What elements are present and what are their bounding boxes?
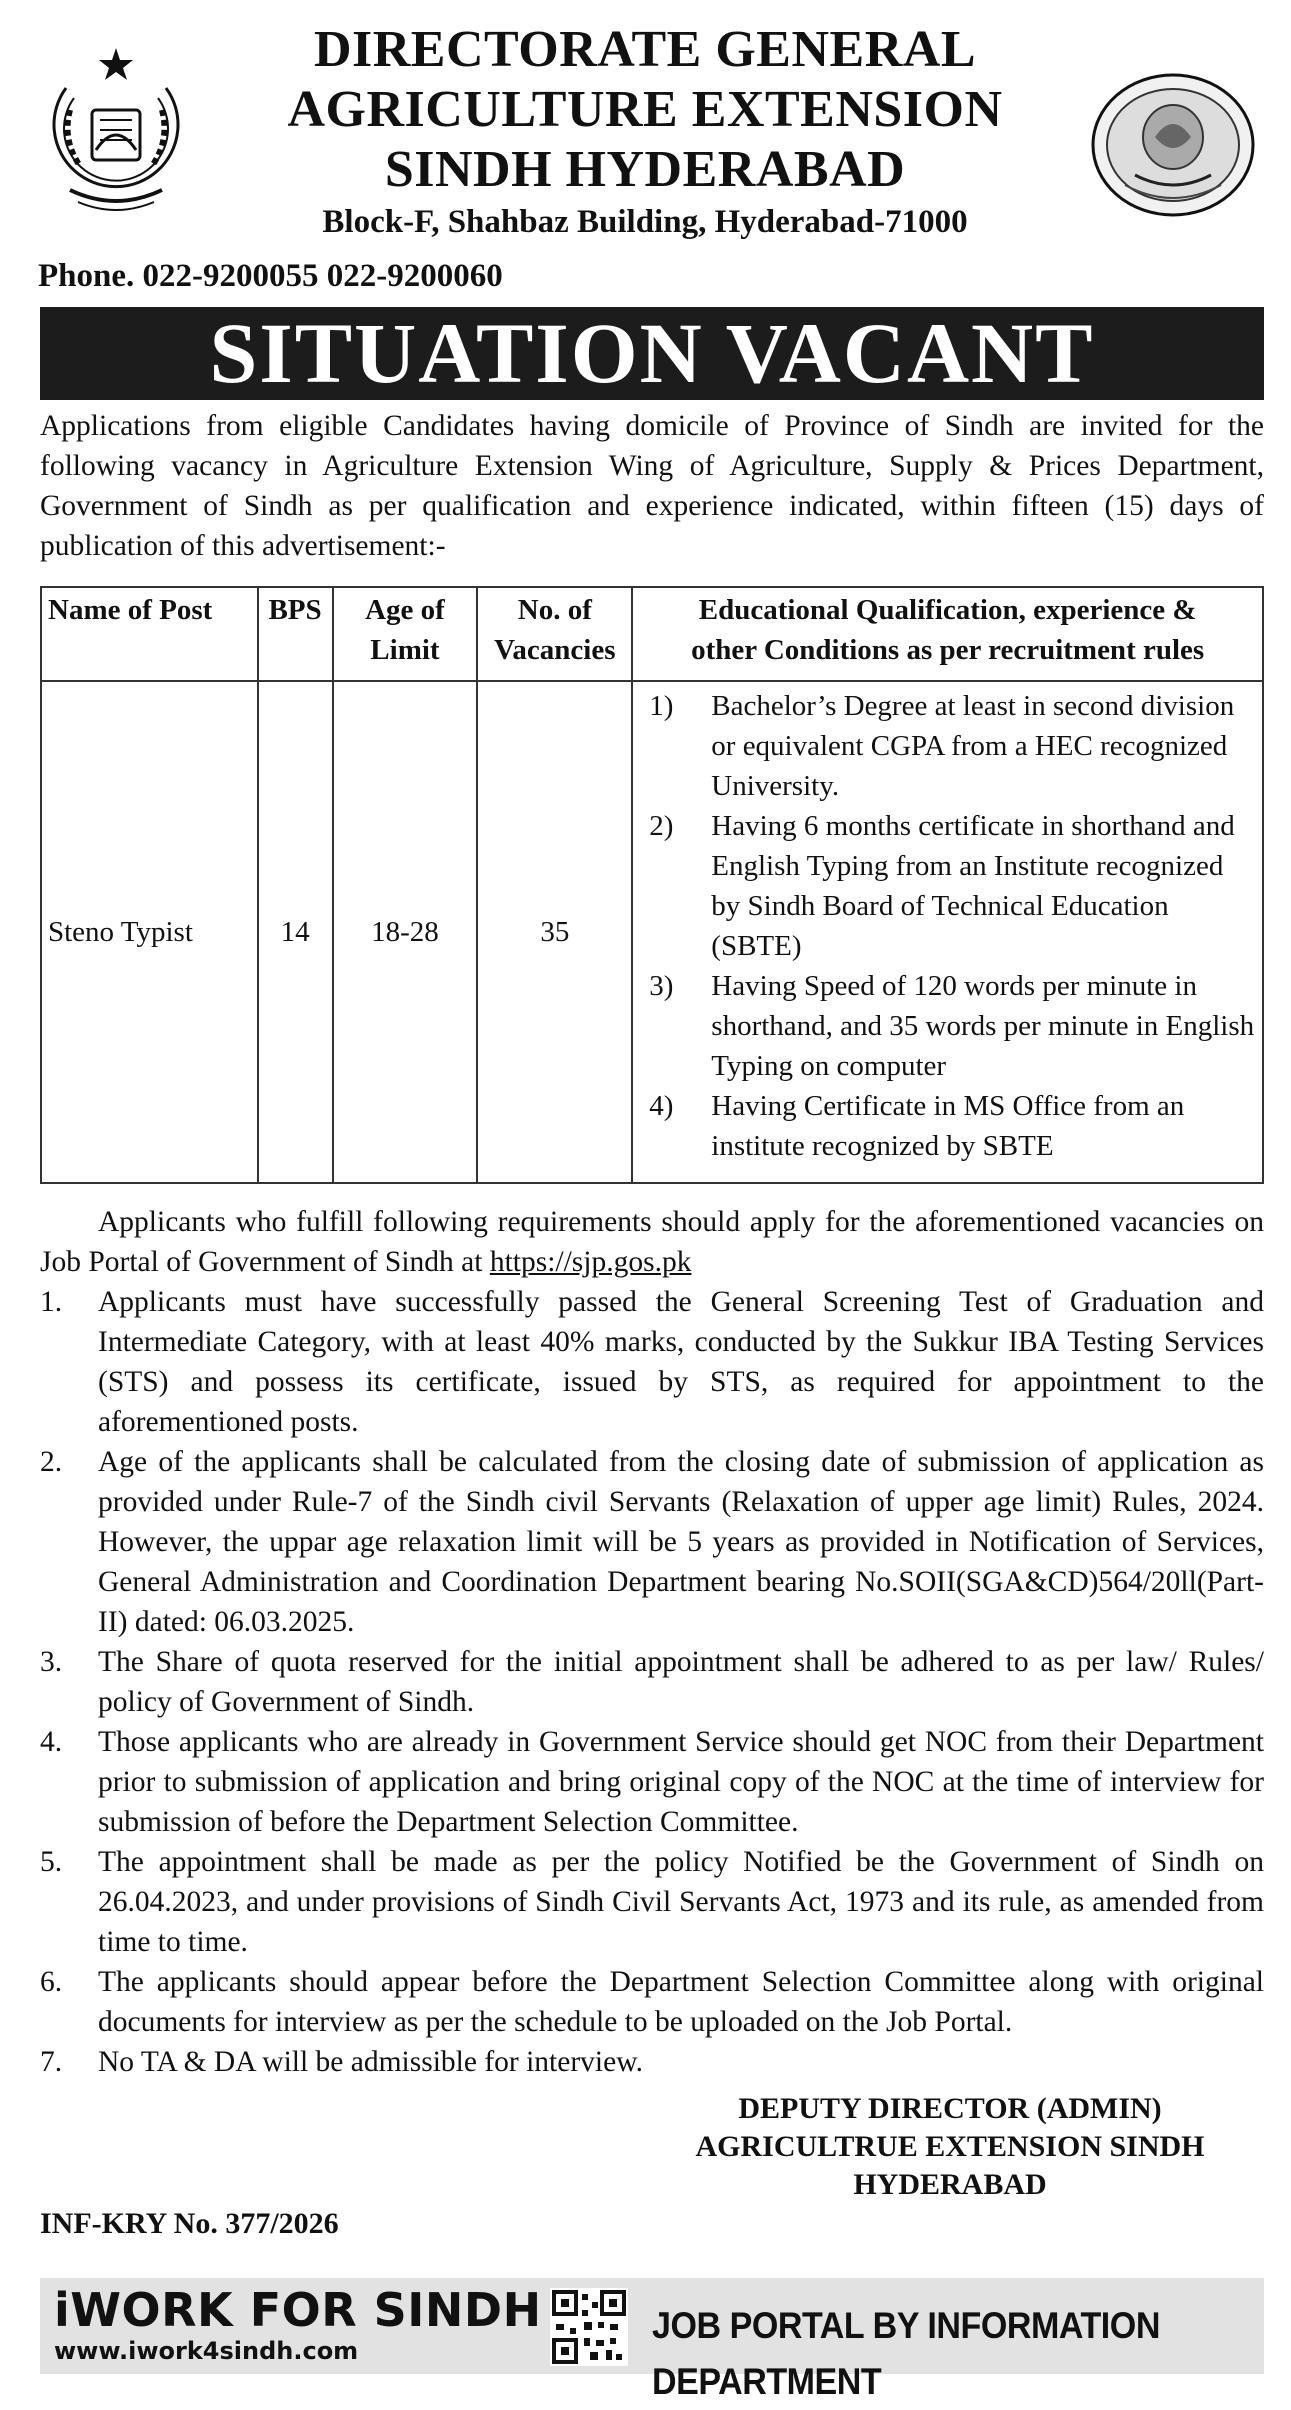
header-age-limit: Age of Limit [333,587,478,681]
table-row [41,681,1263,1183]
list-item: 6. The applicants should appear before the Department Selection Committee along with original documents for interview as per the schedule to be uploaded on the Job Portal. [40,1966,1264,2038]
conditions-section [40,1202,1264,2082]
job-portal-tagline: JOB PORTAL BY INFORMATION DEPARTMENT [652,2305,1160,2402]
iwork-url[interactable]: www.iwork4sindh.com [54,2337,359,2365]
qr-code-icon [550,2288,628,2366]
header-phone: Phone. 022-9200055 022-9200060 [38,258,503,294]
list-item: 1. Applicants must have successfully passed the General Screening Test of Graduation and Intermediate Category, with at least 40% marks, conducted by the Sukkur IBA Testing Services (STS) and possess its certificate, issued by STS, as required for appointment to the aforementioned posts. [40,1286,1264,1438]
apply-paragraph: Applicants who fulfill following requirements should apply for the aforementioned vacancies on Job Portal of Government of Sindh at https://sjp.gos.pk [40,1206,1264,1278]
header-title-line3: SINDH HYDERABAD [384,141,906,198]
list-item: 4. Those applicants who are already in Government Service should get NOC from their Department prior to submission of application and bring original copy of the NOC at the time of interview for submission of before the Department Selection Committee. [40,1726,1264,1838]
vacancy-table [40,586,1264,1184]
list-item: 3) Having Speed of 120 words per minute in shorthand, and 35 words per minute in English Typing on computer [649,970,1255,1082]
list-item: 4) Having Certificate in MS Office from an institute recognized by SBTE [649,1090,1185,1162]
list-item: 2) Having 6 months certificate in shorthand and English Typing from an Institute recognized by Sindh Board of Technical Education (SBTE) [649,810,1235,962]
list-item: 3. The Share of quota reserved for the initial appointment shall be adhered to as per law/ Rules/ policy of Government of Sindh. [40,1646,1264,1718]
government-of-sindh-emblem-icon [30,40,202,230]
header-vacancies: No. of Vacancies [477,587,632,681]
job-portal-link[interactable]: https://sjp.gos.pk [489,1246,692,1278]
cell-qualifications [632,681,1263,1183]
iwork-brand: iWORK FOR SINDH [54,2283,542,2337]
header-title-line1: DIRECTORATE GENERAL [313,21,977,78]
cell-age: 18-28 [333,681,478,1183]
qualification-list [639,682,1256,1166]
footer-bar [40,2278,1264,2402]
header-title-line2: AGRICULTURE EXTENSION [287,81,1003,138]
header-name-of-post: Name of Post [41,587,258,681]
list-item: 1) Bachelor’s Degree at least in second division or equivalent CGPA from a HEC recognized University. [649,690,1235,802]
table-header-row [41,587,1263,681]
signature-line2: AGRICULTRUE EXTENSION SINDH [695,2130,1205,2163]
cell-vacancies: 35 [477,681,632,1183]
signature-line3: HYDERABAD [853,2168,1047,2201]
signature-line1: DEPUTY DIRECTOR (ADMIN) [738,2092,1162,2125]
list-item: 5. The appointment shall be made as per the policy Notified be the Government of Sindh on 26.04.2023, and under provisions of Sindh Civil Servants Act, 1973 and its rule, as amended from time to time. [40,1846,1264,1958]
cell-post: Steno Typist [41,681,258,1183]
reference-number: INF-KRY No. 377/2026 [40,2207,339,2240]
list-item: 7. No TA & DA will be admissible for interview. [40,2046,643,2078]
header-bps: BPS [258,587,333,681]
list-item: 2. Age of the applicants shall be calculated from the closing date of submission of application as provided under Rule-7 of the Sindh civil Servants (Relaxation of upper age limit) Rules, 2024. However, the uppar age relaxation limit will be 5 years as provided in Notification of Services, General Administration and Coordination Department bearing No.SOII(SGA&CD)564/20ll(Part-II) dated: 06.03.2025. [40,1446,1264,1638]
agriculture-department-sindh-seal-icon [1085,65,1260,225]
cell-bps: 14 [258,681,333,1183]
header-address: Block-F, Shahbaz Building, Hyderabad-71000 [322,204,968,240]
situation-vacant-banner: SITUATION VACANT [40,307,1264,400]
header-qualifications: Educational Qualification, experience & other Conditions as per recruitment rules [632,587,1263,681]
intro-paragraph: Applications from eligible Candidates having domicile of Province of Sindh are invited for the following vacancy in Agriculture Extension Wing of Agriculture, Supply & Prices Department, Government of Sindh as per qualification and experience indicated, within fifteen (15) days of publication of this advertisement:- [40,410,1264,562]
